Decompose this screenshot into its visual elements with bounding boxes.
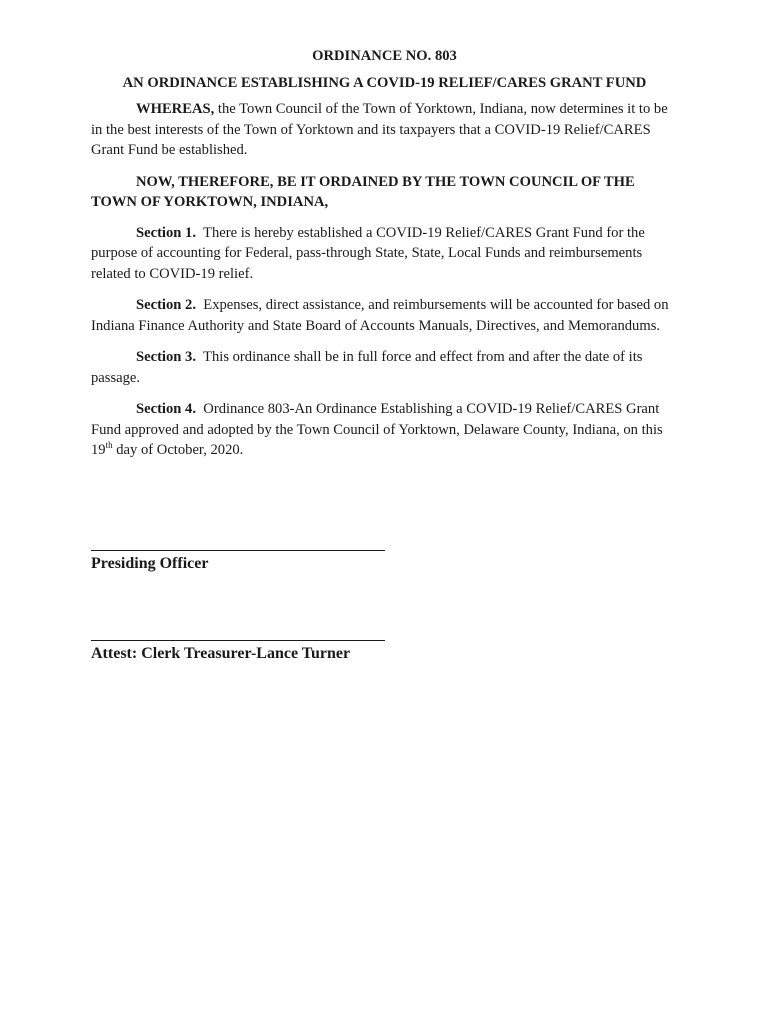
section-2-text: Expenses, direct assistance, and reimbursements will be accounted for based on Indiana Finance Authority and State Board of Accounts Manuals, Directives, and Memorandums. <box>91 297 669 334</box>
section-4-date-text: day of October, 2020. <box>112 442 244 458</box>
section-1-paragraph <box>91 223 678 285</box>
section-1-heading: Section 1. <box>136 224 196 241</box>
whereas-lead: WHEREAS, <box>136 101 215 117</box>
presiding-officer-signature-line <box>91 550 385 551</box>
attest-signature-block <box>91 640 385 663</box>
now-therefore-clause: NOW, THEREFORE, BE IT ORDAINED BY THE TOWN COUNCIL OF THE TOWN OF YORKTOWN, INDIANA, <box>91 173 635 210</box>
section-3-heading: Section 3. <box>136 349 196 365</box>
section-4-paragraph <box>91 399 678 461</box>
section-4-text: Ordinance 803-An Ordinance Establishing a COVID-19 Relief/CARES Grant Fund approved and adopted by the Town Council of Yorktown, Delaware County, Indiana, on this 19 <box>91 401 663 458</box>
attest-signature-line <box>91 640 385 641</box>
ordinance-subtitle: AN ORDINANCE ESTABLISHING A COVID-19 RELIEF/CARES GRANT FUND <box>122 74 647 91</box>
section-3-text: This ordinance shall be in full force and effect from and after the date of its passage. <box>91 349 643 386</box>
whereas-text: the Town Council of the Town of Yorktown, Indiana, now determines it to be in the best interests of the Town of Yorktown and its taxpayers that a COVID-19 Relief/CARES Grant Fund be established. <box>91 101 668 158</box>
whereas-paragraph <box>91 99 678 161</box>
section-4-heading: Section 4. <box>136 401 196 417</box>
presiding-officer-label: Presiding Officer <box>91 555 209 572</box>
section-2-paragraph <box>91 295 678 336</box>
presiding-officer-signature-block <box>91 550 385 573</box>
section-1-text: There is hereby established a COVID-19 Relief/CARES Grant Fund for the purpose of accounting for Federal, pass-through State, State, Local Funds and reimbursements related to COVID-19 relief. <box>91 224 645 282</box>
attest-label: Attest: Clerk Treasurer-Lance Turner <box>91 645 351 662</box>
ordinance-number-title: ORDINANCE NO. 803 <box>312 48 457 64</box>
section-2-heading: Section 2. <box>136 297 196 313</box>
ordinal-suffix: th <box>105 440 113 451</box>
section-3-paragraph <box>91 347 678 388</box>
